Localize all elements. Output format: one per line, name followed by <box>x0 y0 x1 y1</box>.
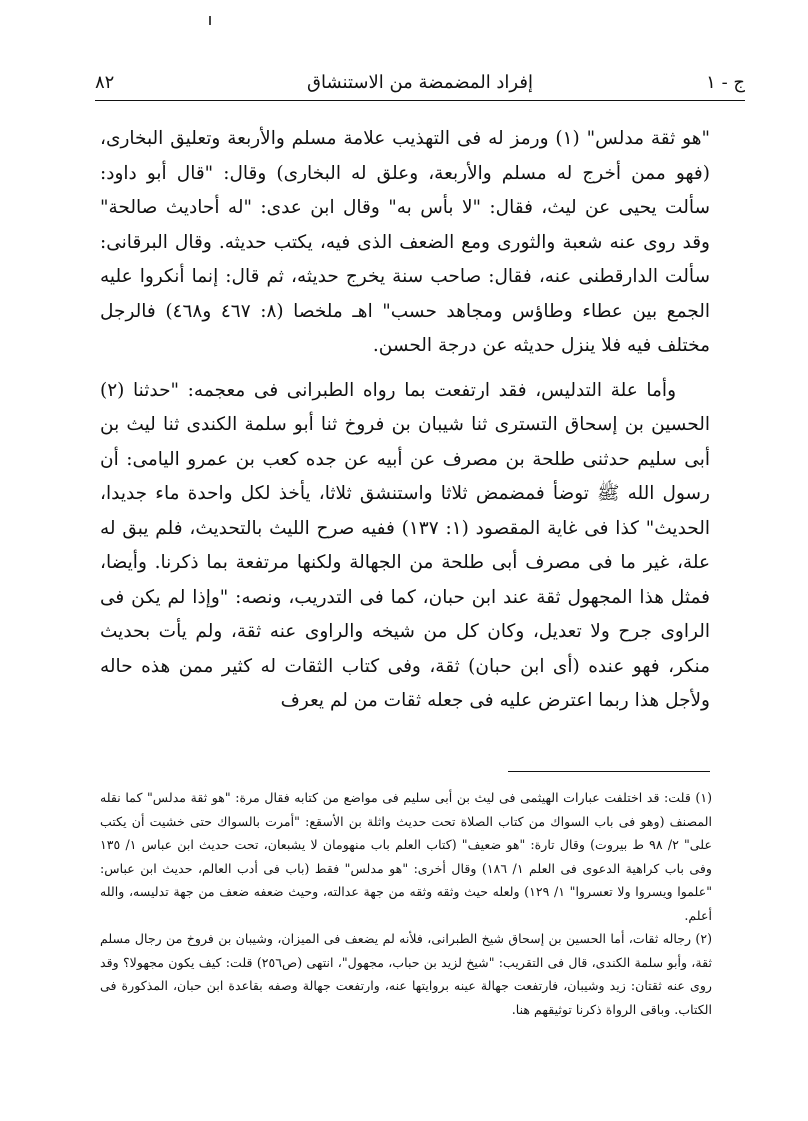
volume-label: ج - ١ <box>706 72 745 93</box>
main-text <box>100 122 710 719</box>
paragraph-1: "هو ثقة مدلس" (١) ورمز له فى التهذيب علامة مسلم والأربعة وتعليق البخارى، (فهو ممن أخرج له مسلم والأربعة، وعلق له البخارى) وقال: "قال أبو داود: سألت يحيى عن ليث، فقال: "لا بأس به" وقال ابن عدى: "له أحاديث صالحة" وقد روى عنه شعبة والثورى ومع الضعف الذى فيه، يكتب حديثه. وقال البرقانى: سألت الدارقطنى عنه، فقال: صاحب سنة يخرج حديثه، ثم قال: إنما أنكروا عليه الجمع بين عطاء وطاؤس ومجاهد حسب" اهـ ملخصا (٨: ٤٦٧ و٤٦٨) فالرجل مختلف فيه فلا ينزل حديثه عن درجة الحسن. <box>100 128 710 356</box>
scan-mark <box>209 16 211 25</box>
page-number: ٨٢ <box>95 72 115 93</box>
footnote-2: (٢) رجاله ثقات، أما الحسين بن إسحاق شيخ الطبرانى، فلأنه لم يضعف فى الميزان، وشيبان بن فروخ من رجال مسلم ثقة، وأبو سلمة الكندى، قال فى التقريب: "شيخ لزيد بن حباب، مجهول"، انتهى (ص٢٥٦) قلت: كيف يكون مجهولا؟ وقد روى عنه ثقتان: زيد وشيبان، فارتفعت جهالة عينه بروايتها عنه، وارتفعت جهالة وصفه بقاعدة ابن حبان، المذكورة فى الكتاب. وباقى الرواة ذكرنا توثيقهم هنا. <box>100 931 712 1017</box>
running-header <box>95 68 745 98</box>
paragraph-2: وأما علة التدليس، فقد ارتفعت بما رواه الطبرانى فى معجمه: "حدثنا (٢) الحسين بن إسحاق التسترى ثنا شيبان بن فروخ ثنا أبو سلمة الكندى ثنا ليث بن أبى سليم حدثنى طلحة بن مصرف عن أبيه عن جده كعب بن عمرو اليامى: أن رسول الله ﷺ توضأ فمضمض ثلاثا واستنشق ثلاثا، يأخذ لكل واحدة ماء جديدا، الحديث" كذا فى غاية المقصود (١: ١٣٧) ففيه صرح الليث بالتحديث، فلم يبق له علة، غير ما فى مصرف أبى طلحة من الجهالة ولكنها مرتفعة بما ذكرنا. وأيضا، فمثل هذا المجهول ثقة عند ابن حبان، كما فى التدريب، ونصه: "وإذا لم يكن فى الراوى جرح ولا تعديل، وكان كل من شيخه والراوى عنه ثقة، ولم يأت بحديث منكر، فهو عنده (أى ابن حبان) ثقة، وفى كتاب الثقات له كثير ممن هذه حاله ولأجل هذا ربما اعترض عليه فى جعله ثقات من لم يعرف <box>100 379 711 711</box>
header-rule <box>95 100 745 101</box>
footnote-separator <box>508 771 710 772</box>
running-title: إفراد المضمضة من الاستنشاق <box>307 72 533 93</box>
footnote-1: (١) قلت: قد اختلفت عبارات الهيثمى فى ليث بن أبى سليم فى مواضع من كتابه فقال مرة: "هو ثقة مدلس" كما نقله المصنف (وهو فى باب السواك من كتاب الصلاة تحت حديث واثلة بن الأسقع: "أمرت بالسواك حتى خشيت أن يكتب على" ٢/ ٩٨ ط بيروت) وقال تارة: "هو ضعيف" (كتاب العلم باب منهومان لا يشبعان، تحت حديث ابن عباس ١/ ١٣٥ وفى باب كراهية الدعوى فى العلم ١/ ١٨٦) وقال أخرى: "هو مدلس" فقط (باب فى أدب العالم، حديث ابن عباس: "علموا ويسروا ولا تعسروا" ١/ ١٢٩) ولعله حيث وثقه وثقه من جهة عدالته، وحيث ضعفه ضعف من جهة تدليسه، والله أعلم. <box>100 790 713 923</box>
footnotes <box>100 786 712 1021</box>
